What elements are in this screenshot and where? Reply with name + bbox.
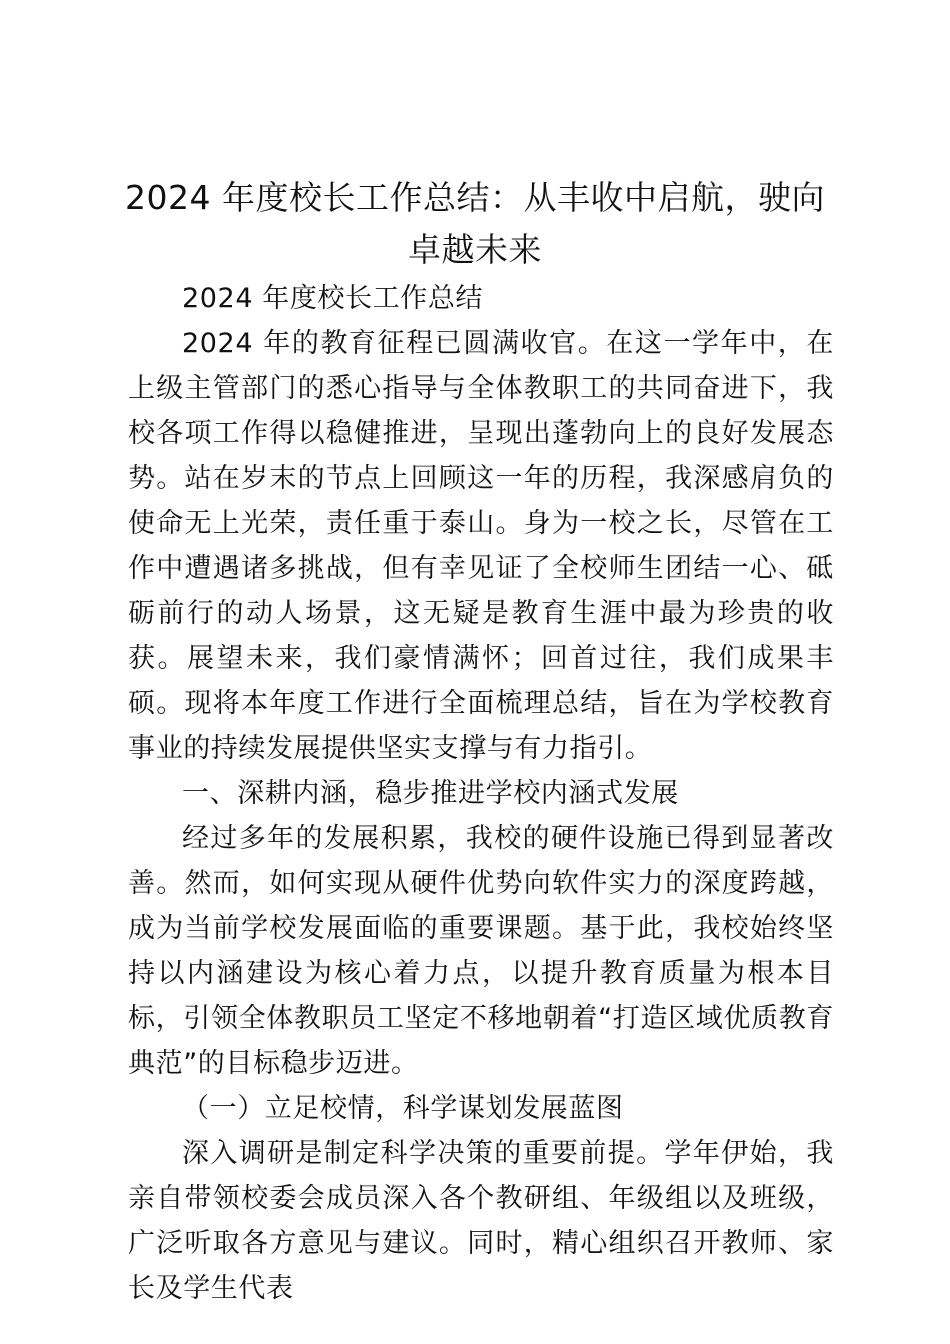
intro-paragraph: 2024 年的教育征程已圆满收官。在这一学年中，在上级主管部门的悉心指导与全体教职工的共同奋进下，我校各项工作得以稳健推进，呈现出蓬勃向上的良好发展态势。站在岁末的节点上回顾这一年的历程，我深感肩负的使命无上光荣，责任重于泰山。身为一校之长，尽管在工作中遭遇诸多挑战，但有幸见证了全校师生团结一心、砥砺前行的动人场景，这无疑是教育生涯中最为珍贵的收获。展望未来，我们豪情满怀；回首过往，我们成果丰硕。现将本年度工作进行全面梳理总结，旨在为学校教育事业的持续发展提供坚实支撑与有力指引。 [128,328,834,764]
subsection-paragraph: 深入调研是制定科学决策的重要前提。学年伊始，我亲自带领校委会成员深入各个教研组、年级组以及班级，广泛听取各方意见与建议。同时，精心组织召开教师、家长及学生代表 [128,1138,834,1304]
document-title: 2024 年度校长工作总结：从丰收中启航，驶向卓越未来 [125,178,825,269]
subsection-heading: （一）立足校情，科学谋划发展蓝图 [182,1093,624,1124]
document-body [128,276,834,1311]
subtitle-paragraph: 2024 年度校长工作总结 [182,283,484,314]
section-paragraph: 经过多年的发展积累，我校的硬件设施已得到显著改善。然而，如何实现从硬件优势向软件实力的深度跨越，成为当前学校发展面临的重要课题。基于此，我校始终坚持以内涵建设为核心着力点，以提升教育质量为根本目标，引领全体教职员工坚定不移地朝着“打造区域优质教育典范”的目标稳步迈进。 [128,823,834,1079]
section-heading: 一、深耕内涵，稳步推进学校内涵式发展 [182,778,679,809]
